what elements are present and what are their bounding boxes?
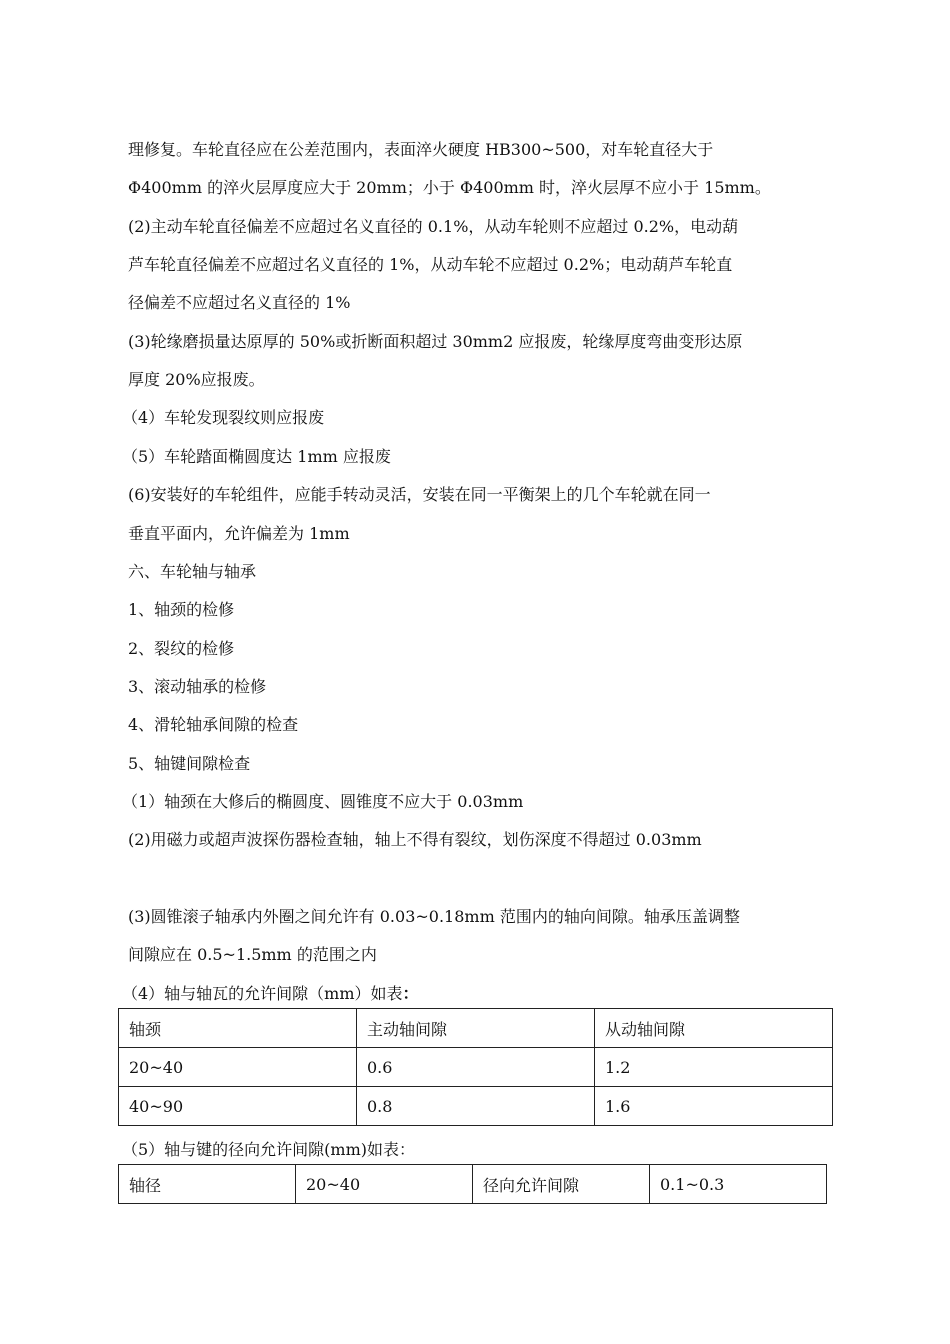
list-item: 1、轴颈的检修	[128, 600, 235, 619]
list-item: 3、滚动轴承的检修	[128, 677, 267, 696]
table-header-cell: 主动轴间隙	[357, 1009, 595, 1048]
table-caption: （5）轴与键的径向允许间隙(mm)如表：	[122, 1140, 416, 1159]
table-row	[119, 1087, 833, 1126]
list-item: 4、滑轮轴承间隙的检查	[128, 715, 299, 734]
table-header-cell: 从动轴间隙	[595, 1009, 833, 1048]
clearance-table-journal	[118, 1008, 833, 1126]
caption-colon: ：	[402, 984, 419, 1003]
paragraph-line: (2)用磁力或超声波探伤器检查轴，轴上不得有裂纹，划伤深度不得超过 0.03mm	[128, 830, 702, 849]
paragraph-line: （5）车轮踏面椭圆度达 1mm 应报废	[122, 447, 391, 466]
table-cell: 20~40	[296, 1165, 473, 1204]
list-item: 5、轴键间隙检查	[128, 754, 251, 773]
list-item: 2、裂纹的检修	[128, 639, 235, 658]
section-heading: 六、车轮轴与轴承	[128, 562, 257, 581]
paragraph-line: (6)安装好的车轮组件，应能手转动灵活，安装在同一平衡架上的几个车轮就在同一	[128, 485, 711, 504]
table-row	[119, 1048, 833, 1087]
paragraph-line: 厚度 20%应报废。	[128, 370, 265, 389]
table-cell: 0.6	[357, 1048, 595, 1087]
paragraph-line: (2)主动车轮直径偏差不应超过名义直径的 0.1%，从动车轮则不应超过 0.2%，电动葫	[128, 217, 739, 236]
table-row	[119, 1165, 827, 1204]
table-caption	[122, 983, 419, 1005]
clearance-table-key	[118, 1164, 827, 1204]
table-cell: 20~40	[119, 1048, 357, 1087]
paragraph-line: (3)圆锥滚子轴承内外圈之间允许有 0.03~0.18mm 范围内的轴向间隙。轴承压盖调整	[128, 907, 740, 926]
paragraph-line: Φ400mm 的淬火层厚度应大于 20mm；小于 Φ400mm 时，淬火层厚不应小于 15mm。	[128, 178, 771, 197]
table-cell: 0.8	[357, 1087, 595, 1126]
paragraph-line: （1）轴颈在大修后的椭圆度、圆锥度不应大于 0.03mm	[122, 792, 524, 811]
caption-text: （4）轴与轴瓦的允许间隙（mm）如表	[122, 984, 403, 1003]
table-cell: 1.2	[595, 1048, 833, 1087]
table-cell: 1.6	[595, 1087, 833, 1126]
table-cell: 0.1~0.3	[650, 1165, 827, 1204]
table-header-cell: 轴颈	[119, 1009, 357, 1048]
paragraph-line: (3)轮缘磨损量达原厚的 50%或折断面积超过 30mm2 应报废，轮缘厚度弯曲变形达原	[128, 332, 743, 351]
paragraph-line: 垂直平面内，允许偏差为 1mm	[128, 524, 350, 543]
table-cell: 轴径	[119, 1165, 296, 1204]
table-cell: 径向允许间隙	[473, 1165, 650, 1204]
paragraph-line: 间隙应在 0.5~1.5mm 的范围之内	[128, 945, 377, 964]
paragraph-line: 理修复。车轮直径应在公差范围内，表面淬火硬度 HB300~500，对车轮直径大于	[128, 140, 714, 159]
table-header-row	[119, 1009, 833, 1048]
paragraph-line: （4）车轮发现裂纹则应报废	[122, 408, 325, 427]
paragraph-line: 径偏差不应超过名义直径的 1%	[128, 293, 351, 312]
paragraph-line: 芦车轮直径偏差不应超过名义直径的 1%，从动车轮不应超过 0.2%；电动葫芦车轮直	[128, 255, 733, 274]
table-cell: 40~90	[119, 1087, 357, 1126]
